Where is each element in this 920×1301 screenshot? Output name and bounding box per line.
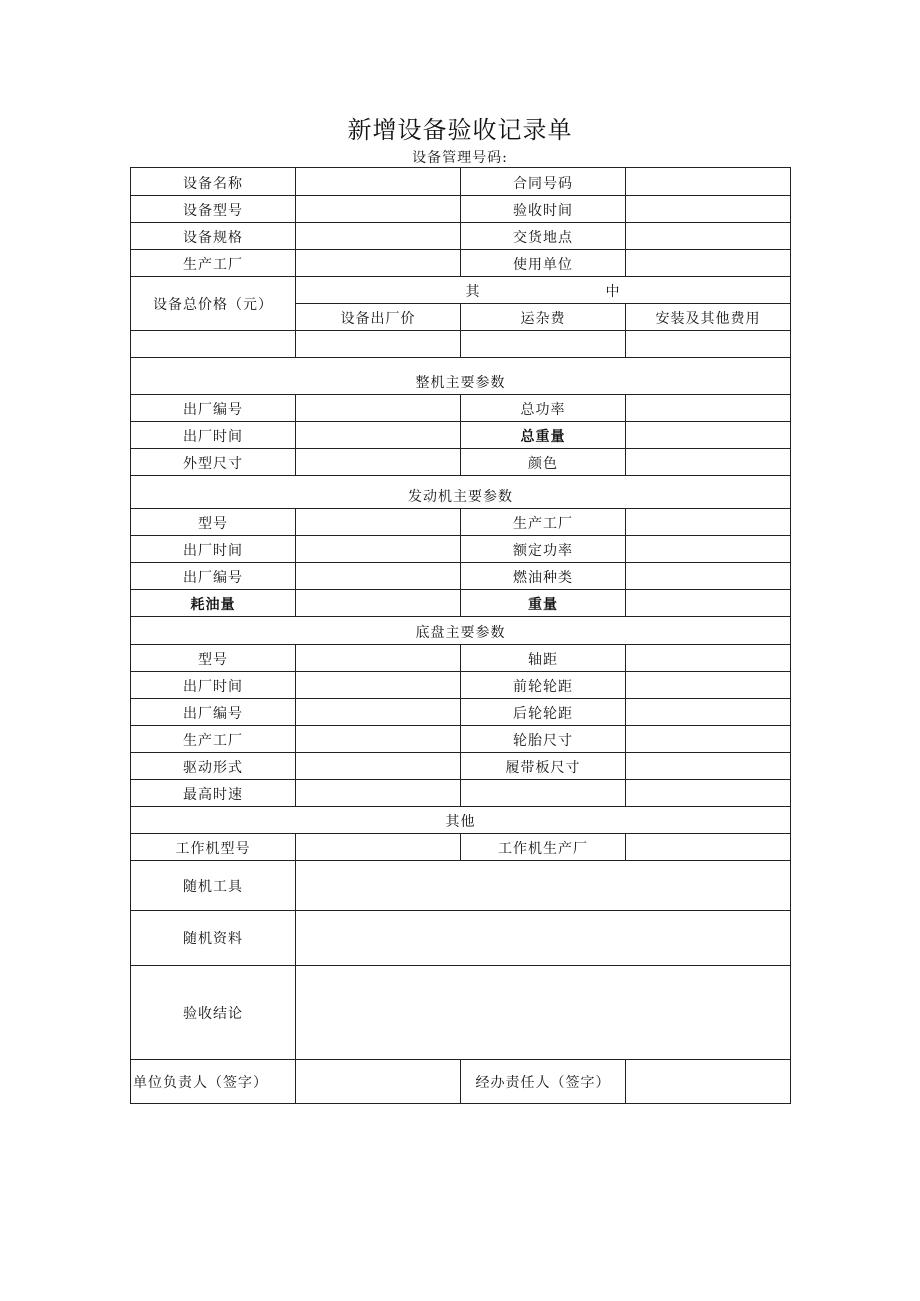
- label-freight: 运杂费: [461, 304, 626, 331]
- label-unit-head-signature: 单位负责人（签字）: [131, 1060, 296, 1104]
- label-install-other-fees: 安装及其他费用: [626, 304, 791, 331]
- field-factory-price[interactable]: [296, 331, 461, 358]
- table-row: [131, 726, 791, 753]
- equipment-number-label: 设备管理号码:: [412, 150, 508, 166]
- table-row: [131, 699, 791, 726]
- field-accessory-tools[interactable]: [296, 861, 791, 911]
- of-which-zhong: 中: [605, 284, 621, 300]
- field-equipment-spec[interactable]: [296, 223, 461, 250]
- label-delivery-place: 交货地点: [461, 223, 626, 250]
- table-row: [131, 223, 791, 250]
- section-heading-row: [131, 476, 791, 509]
- signature-row: [131, 1060, 791, 1104]
- field-total-power[interactable]: [626, 395, 791, 422]
- table-row: [131, 536, 791, 563]
- table-row: [131, 331, 791, 358]
- field-drive-type[interactable]: [296, 753, 461, 780]
- field-total-weight[interactable]: [626, 422, 791, 449]
- label-acceptance-time: 验收时间: [461, 196, 626, 223]
- field-factory-date[interactable]: [296, 422, 461, 449]
- label-total-weight: 总重量: [461, 422, 626, 449]
- table-row: [131, 422, 791, 449]
- label-total-price: 设备总价格（元）: [131, 277, 296, 331]
- label-engine-weight: 重量: [461, 590, 626, 617]
- label-color: 颜色: [461, 449, 626, 476]
- section-heading-row: [131, 358, 791, 395]
- section-heading-row: [131, 807, 791, 834]
- label-rated-power: 额定功率: [461, 536, 626, 563]
- label-empty: [461, 780, 626, 807]
- field-work-machine-model[interactable]: [296, 834, 461, 861]
- label-dimensions: 外型尺寸: [131, 449, 296, 476]
- form-title: 新增设备验收记录单: [347, 116, 573, 144]
- table-row: [131, 590, 791, 617]
- label-fuel-consumption: 耗油量: [131, 590, 296, 617]
- field-empty[interactable]: [626, 780, 791, 807]
- field-front-track[interactable]: [626, 672, 791, 699]
- label-engine-manufacturer: 生产工厂: [461, 509, 626, 536]
- heading-chassis-params: 底盘主要参数: [131, 617, 791, 645]
- field-engine-model[interactable]: [296, 509, 461, 536]
- field-acceptance-time[interactable]: [626, 196, 791, 223]
- label-track-shoe-size: 履带板尺寸: [461, 753, 626, 780]
- table-row: [131, 861, 791, 911]
- label-handler-signature: 经办责任人（签字）: [461, 1060, 626, 1104]
- label-tire-size: 轮胎尺寸: [461, 726, 626, 753]
- label-rear-track: 后轮轮距: [461, 699, 626, 726]
- label-factory-date: 出厂时间: [131, 422, 296, 449]
- label-contract-number: 合同号码: [461, 168, 626, 196]
- label-equipment-spec: 设备规格: [131, 223, 296, 250]
- label-drive-type: 驱动形式: [131, 753, 296, 780]
- label-total-power: 总功率: [461, 395, 626, 422]
- label-work-machine-factory: 工作机生产厂: [461, 834, 626, 861]
- table-row: [131, 449, 791, 476]
- label-equipment-model: 设备型号: [131, 196, 296, 223]
- field-freight[interactable]: [461, 331, 626, 358]
- field-total-price[interactable]: [131, 331, 296, 358]
- field-rear-track[interactable]: [626, 699, 791, 726]
- field-delivery-place[interactable]: [626, 223, 791, 250]
- field-unit-head-signature[interactable]: [296, 1060, 461, 1104]
- field-chassis-manufacturer[interactable]: [296, 726, 461, 753]
- table-row: [131, 672, 791, 699]
- table-row: [131, 834, 791, 861]
- field-contract-number[interactable]: [626, 168, 791, 196]
- field-color[interactable]: [626, 449, 791, 476]
- field-chassis-model[interactable]: [296, 645, 461, 672]
- field-tire-size[interactable]: [626, 726, 791, 753]
- label-of-which: [296, 277, 791, 304]
- table-row: [131, 645, 791, 672]
- field-work-machine-factory[interactable]: [626, 834, 791, 861]
- label-equipment-name: 设备名称: [131, 168, 296, 196]
- label-manufacturer: 生产工厂: [131, 250, 296, 277]
- table-row: [131, 395, 791, 422]
- label-chassis-manufacturer: 生产工厂: [131, 726, 296, 753]
- acceptance-form-table: [130, 167, 791, 1104]
- field-wheelbase[interactable]: [626, 645, 791, 672]
- label-wheelbase: 轴距: [461, 645, 626, 672]
- field-equipment-name[interactable]: [296, 168, 461, 196]
- table-row: [131, 168, 791, 196]
- field-acceptance-conclusion[interactable]: [296, 966, 791, 1060]
- field-track-shoe-size[interactable]: [626, 753, 791, 780]
- table-row: [131, 563, 791, 590]
- field-accessory-documents[interactable]: [296, 911, 791, 966]
- table-row: [131, 753, 791, 780]
- field-engine-serial[interactable]: [296, 563, 461, 590]
- field-fuel-type[interactable]: [626, 563, 791, 590]
- field-fuel-consumption[interactable]: [296, 590, 461, 617]
- field-chassis-factory-date[interactable]: [296, 672, 461, 699]
- label-serial-number: 出厂编号: [131, 395, 296, 422]
- field-engine-factory-date[interactable]: [296, 536, 461, 563]
- label-front-track: 前轮轮距: [461, 672, 626, 699]
- field-handler-signature[interactable]: [626, 1060, 791, 1104]
- label-accessory-tools: 随机工具: [131, 861, 296, 911]
- field-engine-weight[interactable]: [626, 590, 791, 617]
- label-work-machine-model: 工作机型号: [131, 834, 296, 861]
- label-accessory-documents: 随机资料: [131, 911, 296, 966]
- label-factory-price: 设备出厂价: [296, 304, 461, 331]
- field-install-other-fees[interactable]: [626, 331, 791, 358]
- field-manufacturer[interactable]: [296, 250, 461, 277]
- table-row: [131, 911, 791, 966]
- field-engine-manufacturer[interactable]: [626, 509, 791, 536]
- label-max-speed: 最高时速: [131, 780, 296, 807]
- field-rated-power[interactable]: [626, 536, 791, 563]
- table-row: [131, 250, 791, 277]
- label-fuel-type: 燃油种类: [461, 563, 626, 590]
- label-engine-serial: 出厂编号: [131, 563, 296, 590]
- label-engine-model: 型号: [131, 509, 296, 536]
- table-row: [131, 780, 791, 807]
- field-user-unit[interactable]: [626, 250, 791, 277]
- heading-engine-params: 发动机主要参数: [131, 476, 791, 509]
- table-row: [131, 196, 791, 223]
- heading-other: 其他: [131, 807, 791, 834]
- label-chassis-factory-date: 出厂时间: [131, 672, 296, 699]
- field-max-speed[interactable]: [296, 780, 461, 807]
- field-serial-number[interactable]: [296, 395, 461, 422]
- field-equipment-model[interactable]: [296, 196, 461, 223]
- of-which-qi: 其: [465, 284, 481, 300]
- label-user-unit: 使用单位: [461, 250, 626, 277]
- table-row: [131, 277, 791, 304]
- field-chassis-serial[interactable]: [296, 699, 461, 726]
- field-dimensions[interactable]: [296, 449, 461, 476]
- table-row: [131, 966, 791, 1060]
- label-chassis-model: 型号: [131, 645, 296, 672]
- label-acceptance-conclusion: 验收结论: [131, 966, 296, 1060]
- label-chassis-serial: 出厂编号: [131, 699, 296, 726]
- section-heading-row: [131, 617, 791, 645]
- heading-machine-params: 整机主要参数: [131, 358, 791, 395]
- label-engine-factory-date: 出厂时间: [131, 536, 296, 563]
- table-row: [131, 509, 791, 536]
